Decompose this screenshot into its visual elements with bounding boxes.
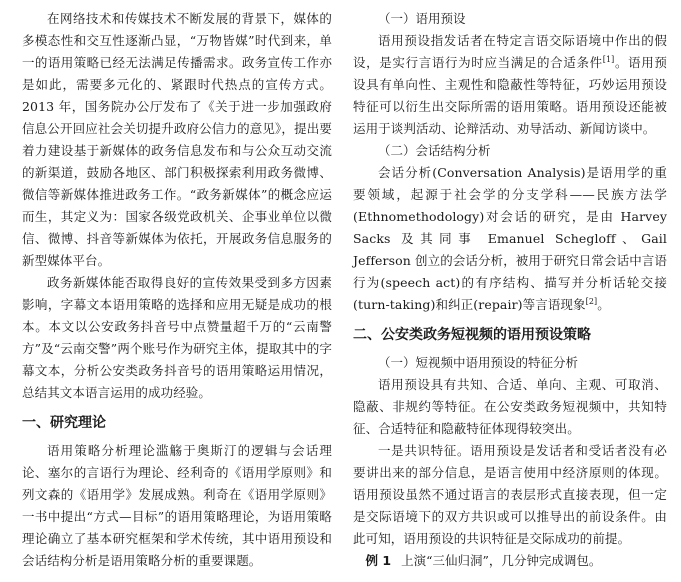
presupposition-paragraph <box>353 30 667 140</box>
subheading-pragmatic-presupposition: （一）语用预设 <box>378 11 466 26</box>
conversation-text: 会话分析(Conversation Analysis)是语用学的重要领域，起源于社会学的分支学科——民族方法学(Ethnomethodology)对会话的研究，是由 Harvey Sacks 及其同事 Emanuel Schegloff、Gail Jefferson 创立的会话分析，被用于研究日常会话中言语行为(speech act)的有序结构、描写并分析话轮交接(turn-taking)和纠正(repair)等言语现象 <box>353 165 667 312</box>
example-line <box>353 550 667 572</box>
citation-1: [1] <box>602 54 615 64</box>
example-label: 例 1 <box>365 553 392 568</box>
section-heading-theory: 一、研究理论 <box>22 415 106 431</box>
right-column <box>353 8 667 572</box>
features-paragraph: 语用预设具有共知、合适、单向、主观、可取消、隐蔽、非规约等特征。在公安类政务短视频中，共知特征、合适特征和隐蔽特征体现得较突出。 <box>353 377 667 436</box>
conversation-paragraph <box>353 162 667 316</box>
conversation-text-end: 。 <box>597 297 610 312</box>
intro-paragraph-1: 在网络技术和传媒技术不断发展的背景下，媒体的多模态性和交互性逐渐凸显，“万物皆媒”时代到来，单一的语用策略已经无法满足传播需求。政务宣传工作亦是如此，需要多元化的、紧跟时代热点的宣传方式。2013 年，国务院办公厅发布了《关于进一步加强政府信息公开回应社会关切提升政府公信力的意见》，提出要着力建设基于新媒体的政务信息发布和与公众互动交流的新渠道，鼓励各地区、部门积极探索利用政务微博、微信等新媒体推进政务工作。“政务新媒体”的概念应运而生，其定义为：国家各级党政机关、企事业单位以微信、微博、抖音等新媒体为依托，开展政务信息服务的新型媒体平台。 <box>22 11 332 268</box>
example-text: 上演“三仙归洞”，几分钟完成调包。 <box>401 553 602 568</box>
subheading-conversation-analysis: （二）会话结构分析 <box>378 143 491 158</box>
presupposition-text-end: 。语用预设具有单向性、主观性和隐蔽性等特征，巧妙运用预设特征可以衍生出交际所需的语用策略。语用预设还能被运用于谈判活动、论辩活动、劝导活动、新闻访谈中。 <box>353 55 667 136</box>
citation-2: [2] <box>585 296 598 306</box>
presupposition-text: 语用预设指发话者在特定言语交际语境中作出的假设，是实行言语行为时应当满足的合适条件 <box>353 33 667 70</box>
left-column <box>22 8 332 572</box>
section-heading-strategy: 二、公安类政务短视频的语用预设策略 <box>353 327 591 343</box>
subheading-feature-analysis: （一）短视频中语用预设的特征分析 <box>378 355 579 370</box>
consensus-paragraph: 一是共识特征。语用预设是发话者和受话者没有必要讲出来的部分信息，是语言使用中经济原则的体现。语用预设虽然不通过语言的表层形式直接表现，但一定是交际语境下的双方共识或可以推导出的前设条件。由此可知，语用预设的共识特征是交际成功的前提。 <box>353 443 667 546</box>
theory-paragraph: 语用策略分析理论滥觞于奥斯汀的逻辑与会话理论、塞尔的言语行为理论、经利奇的《语用学原则》和列文森的《语用学》发展成熟。利奇在《语用学原则》一书中提出“方式—目标”的语用策略理论，为语用策略理论确立了基本研究框架和学术传统，其中语用预设和会话结构分析是语用策略分析的重要课题。 <box>22 443 332 568</box>
intro-paragraph-2: 政务新媒体能否取得良好的宣传效果受到多方因素影响，字幕文本语用策略的选择和应用无疑是成功的根本。本文以公安政务抖音号中点赞量超千万的“云南警方”及“云南交警”两个账号作为研究主体，提取其中的字幕文本，分析公安类政务抖音号的语用策略运用情况，总结其文本语言运用的成功经验。 <box>22 275 332 400</box>
